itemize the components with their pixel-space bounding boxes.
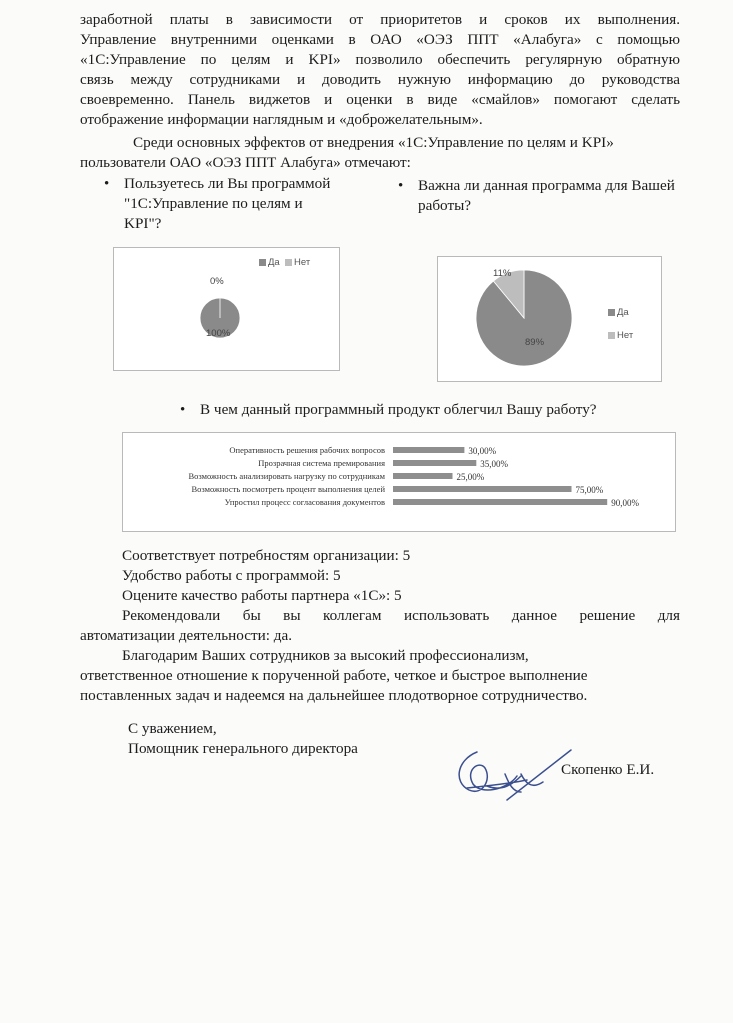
pie-2-legend-net (608, 330, 633, 341)
legend-label-da: Да (617, 307, 629, 318)
pie-2-label-da: 89% (525, 337, 545, 348)
bar-category-label: Возможность посмотреть процент выполнения целей (191, 484, 385, 494)
recommend-line-1: Рекомендовали бы вы коллегам использовать данное решение для (122, 607, 680, 624)
body-line-2: Управление внутренними оценками в ОАО «ОЭЗ ППТ «Алабуга» с помощью (80, 31, 680, 48)
bullet-icon: • (180, 402, 186, 418)
bar (393, 473, 453, 479)
bar-chart-benefits (122, 432, 676, 532)
thanks-line-2: ответственное отношение к порученной работе, четкое и быстрое выполнение (80, 667, 588, 684)
bar-value-label: 35,00% (480, 459, 509, 469)
pie-1-label-net: 0% (210, 276, 224, 287)
effects-intro-line-2: пользователи ОАО «ОЭЗ ППТ Алабуга» отмечают: (80, 154, 411, 171)
signer-name: Скопенко Е.И. (561, 761, 655, 778)
legend-swatch-net (608, 332, 615, 339)
bar-category-label: Возможность анализировать нагрузку по сотрудникам (188, 471, 385, 481)
bar (393, 447, 464, 453)
legend-label-net: Нет (294, 257, 311, 268)
body-line-6: отображение информации наглядным и «доброжелательным». (80, 111, 483, 128)
bar-value-label: 25,00% (456, 472, 485, 482)
bar-value-label: 75,00% (575, 485, 604, 495)
body-line-1: заработной платы в зависимости от приоритетов и сроков их выполнения. (80, 11, 680, 28)
thanks-line-1: Благодарим Ваших сотрудников за высокий профессионализм, (122, 647, 529, 664)
question-3: В чем данный программный продукт облегчил Вашу работу? (200, 401, 597, 418)
bar (393, 499, 607, 505)
signatory-position: Помощник генерального директора (128, 740, 358, 757)
body-line-4: связь между сотрудниками и доводить нужную информацию до руководства (80, 71, 680, 88)
effects-intro-line-1: Среди основных эффектов от внедрения «1С:Управление по целям и KPI» (133, 134, 614, 151)
question-2-line-1: Важна ли данная программа для Вашей (418, 177, 675, 194)
rating-usability: Удобство работы с программой: 5 (122, 567, 341, 584)
question-1-line-3: KPI"? (124, 215, 162, 232)
pie-1-label-da: 100% (206, 328, 231, 339)
bar-category-label: Прозрачная система премирования (258, 458, 385, 468)
closing: С уважением, (128, 720, 217, 737)
bar-value-label: 30,00% (468, 446, 497, 456)
pie-2-label-net: 11% (493, 268, 512, 279)
recommend-line-2: автоматизации деятельности: да. (80, 627, 293, 644)
question-1-line-1: Пользуетесь ли Вы программой (124, 175, 331, 192)
bullet-icon: • (398, 178, 404, 194)
thanks-line-3: поставленных задач и надеемся на дальнейшее плодотворное сотрудничество. (80, 687, 588, 704)
rating-needs: Соответствует потребностям организации: 5 (122, 547, 411, 564)
bar-chart-svg (123, 433, 675, 531)
body-line-3: «1С:Управление по целям и KPI» позволило обеспечить регулярную обратную (80, 51, 680, 68)
body-line-5: своевременно. Панель виджетов и оценки в виде «смайлов» помогают сделать (80, 91, 680, 108)
question-1-line-2: "1С:Управление по целям и (124, 195, 303, 212)
pie-2-legend-da (608, 307, 629, 318)
question-2-line-2: работы? (418, 197, 472, 214)
legend-label-da: Да (268, 257, 280, 268)
bar (393, 460, 476, 466)
legend-label-net: Нет (617, 330, 634, 341)
bullet-icon: • (104, 176, 110, 192)
bar (393, 486, 572, 492)
bar-category-label: Оперативность решения рабочих вопросов (229, 445, 385, 455)
bar-value-label: 90,00% (611, 498, 639, 508)
pie-1-svg (114, 248, 339, 370)
bar-category-label: Упростил процесс согласования документов (224, 497, 385, 507)
pie-chart-usage (113, 247, 340, 371)
pie-2-svg (438, 257, 661, 381)
legend-swatch-da (608, 309, 615, 316)
rating-partner: Оцените качество работы партнера «1С»: 5 (122, 587, 402, 604)
pie-chart-importance (437, 256, 662, 382)
